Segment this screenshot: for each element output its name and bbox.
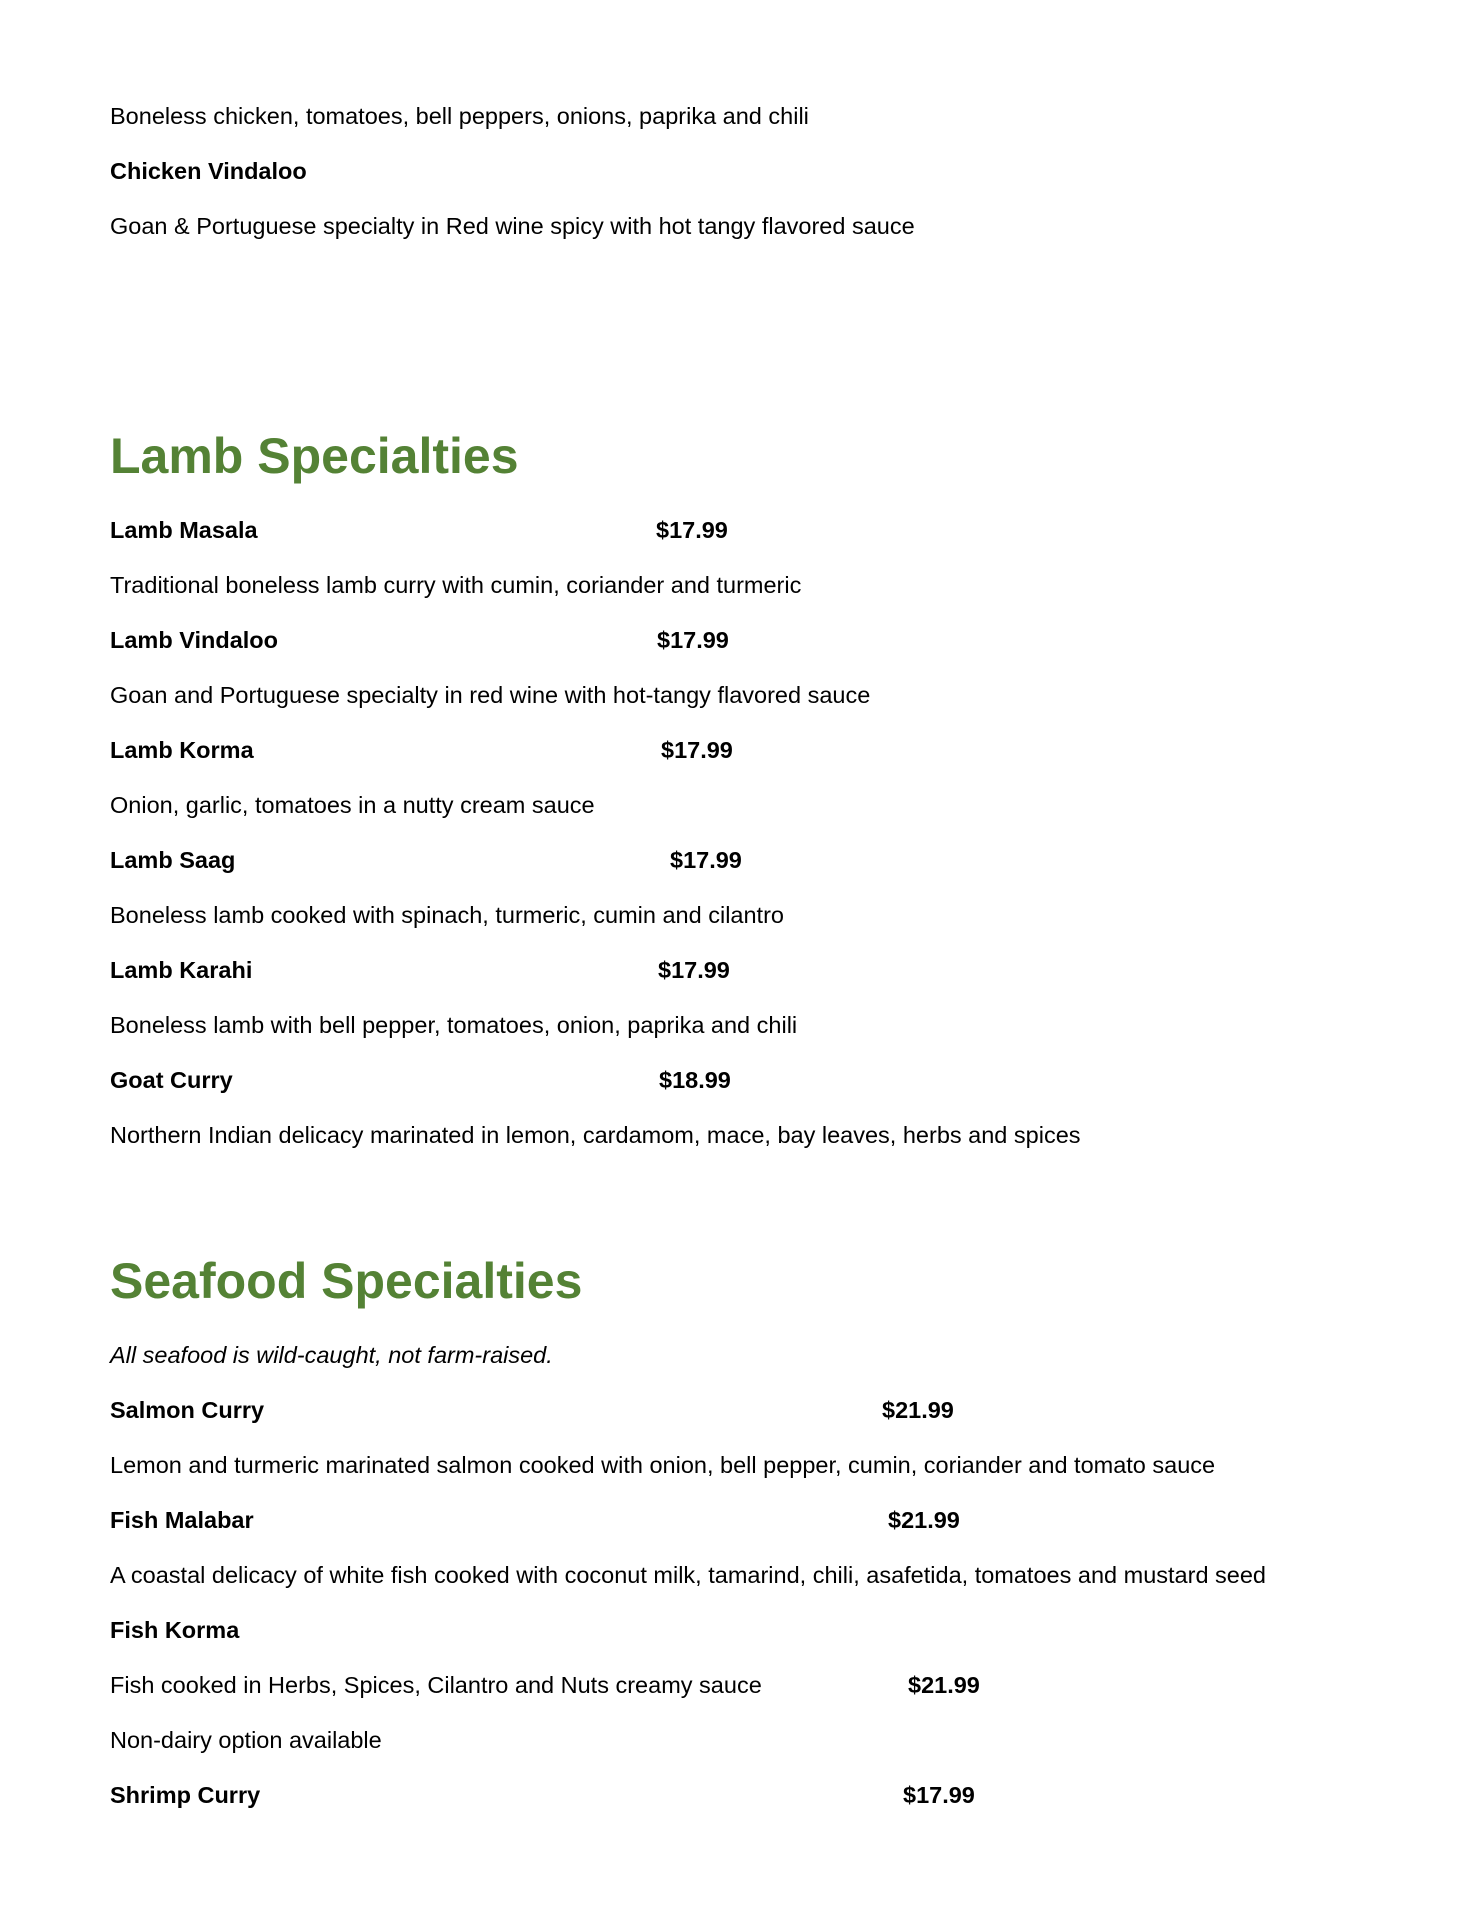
lamb-korma-description: Onion, garlic, tomatoes in a nutty cream sauce: [110, 792, 595, 818]
salmon-curry-description: Lemon and turmeric marinated salmon cooked with onion, bell pepper, cumin, coriander and tomato sauce: [110, 1452, 1216, 1478]
chicken-item-description: Boneless chicken, tomatoes, bell peppers, onions, paprika and chili: [110, 103, 809, 129]
chicken-vindaloo-name: Chicken Vindaloo: [110, 158, 307, 184]
lamb-masala-price: $17.99: [656, 517, 728, 543]
lamb-korma-name: Lamb Korma: [110, 737, 254, 763]
chicken-vindaloo-description: Goan & Portuguese specialty in Red wine spicy with hot tangy flavored sauce: [110, 213, 915, 239]
lamb-section-heading: Lamb Specialties: [110, 428, 519, 484]
goat-curry-price: $18.99: [659, 1067, 731, 1093]
shrimp-curry-name: Shrimp Curry: [110, 1782, 261, 1808]
lamb-vindaloo-description: Goan and Portuguese specialty in red wine with hot-tangy flavored sauce: [110, 682, 871, 708]
lamb-karahi-description: Boneless lamb with bell pepper, tomatoes, onion, paprika and chili: [110, 1012, 798, 1038]
seafood-note: All seafood is wild-caught, not farm-raised.: [110, 1342, 553, 1368]
lamb-saag-description: Boneless lamb cooked with spinach, turmeric, cumin and cilantro: [110, 902, 784, 928]
fish-malabar-price: $21.99: [888, 1507, 960, 1533]
fish-korma-description: Fish cooked in Herbs, Spices, Cilantro and Nuts creamy sauce: [110, 1672, 762, 1698]
seafood-section-heading: Seafood Specialties: [110, 1253, 583, 1309]
lamb-saag-name: Lamb Saag: [110, 847, 236, 873]
fish-korma-name: Fish Korma: [110, 1617, 240, 1643]
fish-malabar-name: Fish Malabar: [110, 1507, 254, 1533]
goat-curry-description: Northern Indian delicacy marinated in lemon, cardamom, mace, bay leaves, herbs and spices: [110, 1122, 1081, 1148]
lamb-masala-name: Lamb Masala: [110, 517, 258, 543]
lamb-saag-price: $17.99: [670, 847, 742, 873]
fish-malabar-description: A coastal delicacy of white fish cooked with coconut milk, tamarind, chili, asafetida, tomatoes and mustard seed: [110, 1562, 1266, 1588]
shrimp-curry-price: $17.99: [903, 1782, 975, 1808]
goat-curry-name: Goat Curry: [110, 1067, 233, 1093]
fish-korma-note: Non-dairy option available: [110, 1727, 382, 1753]
lamb-korma-price: $17.99: [661, 737, 733, 763]
lamb-karahi-name: Lamb Karahi: [110, 957, 253, 983]
salmon-curry-name: Salmon Curry: [110, 1397, 265, 1423]
fish-korma-price: $21.99: [908, 1672, 980, 1698]
lamb-vindaloo-price: $17.99: [657, 627, 729, 653]
lamb-karahi-price: $17.99: [658, 957, 730, 983]
salmon-curry-price: $21.99: [882, 1397, 954, 1423]
lamb-masala-description: Traditional boneless lamb curry with cumin, coriander and turmeric: [110, 572, 802, 598]
lamb-vindaloo-name: Lamb Vindaloo: [110, 627, 278, 653]
